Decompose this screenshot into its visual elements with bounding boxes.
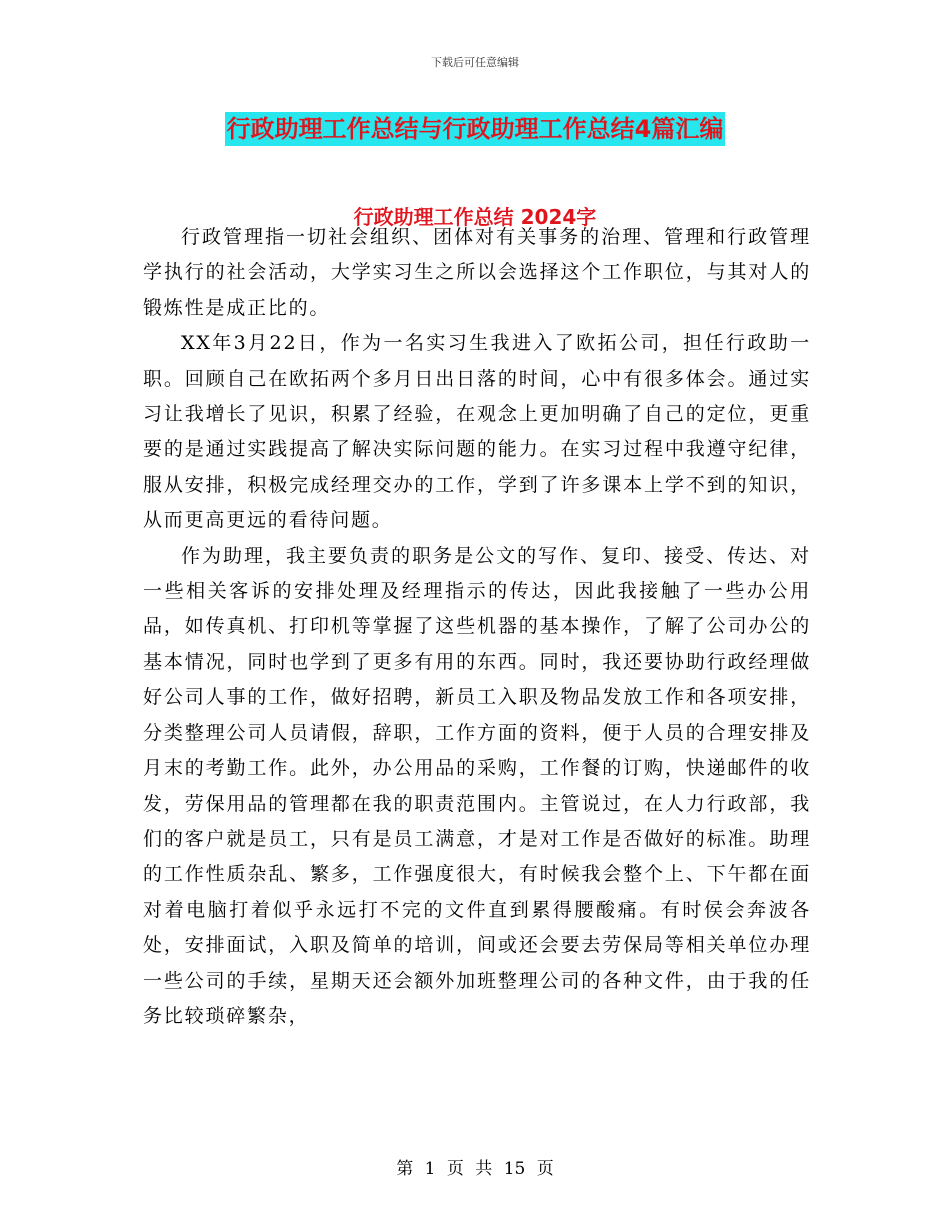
paragraph-3: 作为助理，我主要负责的职务是公文的写作、复印、接受、传达、对一些相关客诉的安排处理及经理指示的传达，因此我接触了一些办公用品，如传真机、打印机等掌握了这些机器的基本操作，了解了公司办公的基本情况，同时也学到了更多有用的东西。同时，我还要协助行政经理做好公司人事的工作，做好招聘，新员工入职及物品发放工作和各项安排，分类整理公司人员请假，辞职，工作方面的资料，便于人员的合理安排及月末的考勤工作。此外，办公用品的采购，工作餐的订购，快递邮件的收发，劳保用品的管理都在我的职责范围内。主管说过，在人力行政部，我们的客户就是员工，只有是员工满意，才是对工作是否做好的标准。助理的工作性质杂乱、繁多，工作强度很大，有时候我会整个上、下午都在面对着电脑打着似乎永远打不完的文件直到累得腰酸痛。有时侯会奔波各处，安排面试，入职及简单的培训，间或还会要去劳保局等相关单位办理一些公司的手续，星期天还会额外加班整理公司的各种文件，由于我的任务比较琐碎繁杂， (143, 544, 811, 1027)
main-title-container (0, 112, 950, 146)
main-title: 行政助理工作总结与行政助理工作总结4篇汇编 (225, 112, 726, 146)
document-body (143, 220, 811, 1034)
section-title: 行政助理工作总结 2024字 (353, 205, 597, 229)
header-note: 下载后可任意编辑 (431, 56, 519, 69)
page-number-footer: 第 1 页 共 15 页 (396, 1159, 554, 1179)
paragraph-2: XX年3月22日，作为一名实习生我进入了欧拓公司，担任行政助一职。回顾自己在欧拓两个多月日出日落的时间，心中有很多体会。通过实习让我增长了见识，积累了经验，在观念上更加明确了自己的定位，更重要的是通过实践提高了解决实际问题的能力。在实习过程中我遵守纪律，服从安排，积极完成经理交办的工作，学到了许多课本上学不到的知识，从而更高更远的看待问题。 (143, 332, 811, 532)
paragraph-1: 行政管理指一切社会组织、团体对有关事务的治理、管理和行政管理学执行的社会活动，大学实习生之所以会选择这个工作职位，与其对人的锻炼性是成正比的。 (143, 226, 811, 319)
